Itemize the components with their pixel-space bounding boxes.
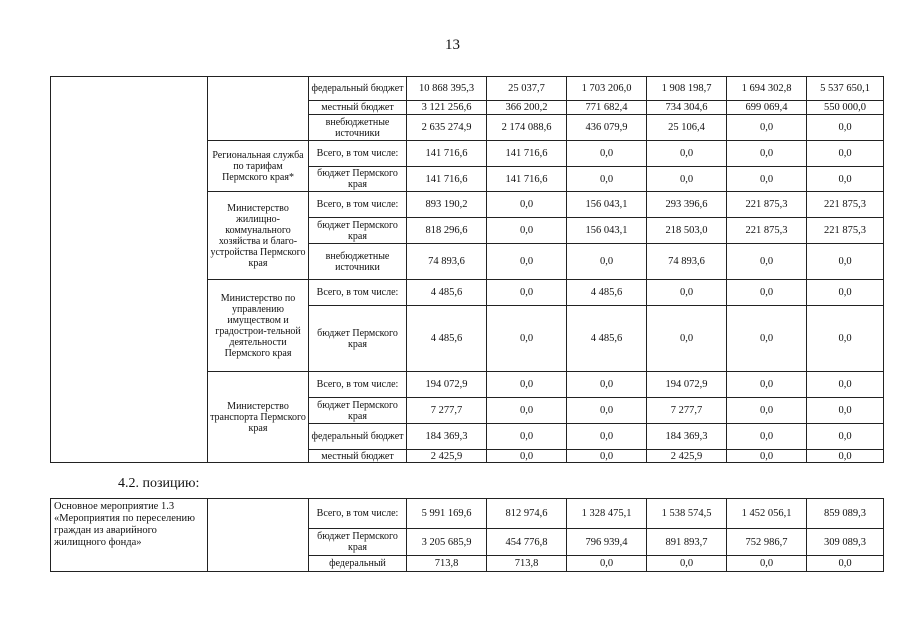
funding-source: бюджет Пермского края	[309, 218, 407, 244]
value-cell: 0,0	[567, 424, 647, 450]
value-cell: 0,0	[807, 115, 884, 141]
value-cell: 0,0	[487, 244, 567, 280]
value-cell: 7 277,7	[647, 398, 727, 424]
value-cell: 0,0	[727, 372, 807, 398]
value-cell: 141 716,6	[407, 167, 487, 192]
value-cell: 0,0	[567, 167, 647, 192]
value-cell: 218 503,0	[647, 218, 727, 244]
value-cell: 0,0	[487, 398, 567, 424]
value-cell: 221 875,3	[727, 218, 807, 244]
value-cell: 5 991 169,6	[407, 499, 487, 529]
value-cell: 0,0	[727, 244, 807, 280]
value-cell: 1 694 302,8	[727, 77, 807, 101]
value-cell: 141 716,6	[407, 141, 487, 167]
value-cell: 2 425,9	[647, 450, 727, 463]
value-cell: 293 396,6	[647, 192, 727, 218]
funding-source: бюджет Пермского края	[309, 398, 407, 424]
value-cell: 0,0	[807, 424, 884, 450]
value-cell: 734 304,6	[647, 101, 727, 115]
funding-source: внебюджетные источники	[309, 244, 407, 280]
value-cell: 4 485,6	[407, 280, 487, 306]
value-cell: 0,0	[807, 244, 884, 280]
value-cell: 74 893,6	[647, 244, 727, 280]
value-cell: 0,0	[727, 424, 807, 450]
funding-source: бюджет Пермского края	[309, 306, 407, 372]
value-cell: 0,0	[727, 306, 807, 372]
funding-source: бюджет Пермского края	[309, 529, 407, 556]
value-cell: 194 072,9	[407, 372, 487, 398]
value-cell: 796 939,4	[567, 529, 647, 556]
value-cell: 221 875,3	[807, 192, 884, 218]
value-cell: 0,0	[727, 450, 807, 463]
value-cell: 25 037,7	[487, 77, 567, 101]
value-cell: 184 369,3	[647, 424, 727, 450]
value-cell: 0,0	[647, 167, 727, 192]
org-name: Региональная служба по тарифам Пермского края*	[208, 141, 309, 192]
funding-source: внебюджетные источники	[309, 115, 407, 141]
value-cell: 0,0	[727, 141, 807, 167]
position-table	[50, 498, 884, 572]
value-cell: 0,0	[807, 280, 884, 306]
funding-source: федеральный бюджет	[309, 424, 407, 450]
funding-source: Всего, в том числе:	[309, 280, 407, 306]
value-cell: 0,0	[727, 280, 807, 306]
funding-source: Всего, в том числе:	[309, 141, 407, 167]
value-cell: 891 893,7	[647, 529, 727, 556]
value-cell: 141 716,6	[487, 141, 567, 167]
funding-source: Всего, в том числе:	[309, 499, 407, 529]
funding-source: местный бюджет	[309, 101, 407, 115]
value-cell: 0,0	[727, 167, 807, 192]
value-cell: 2 174 088,6	[487, 115, 567, 141]
funding-source: Всего, в том числе:	[309, 192, 407, 218]
funding-source: федеральный бюджет	[309, 77, 407, 101]
funding-source: Всего, в том числе:	[309, 372, 407, 398]
table-row	[51, 499, 884, 529]
value-cell: 0,0	[727, 556, 807, 572]
value-cell: 156 043,1	[567, 218, 647, 244]
value-cell: 7 277,7	[407, 398, 487, 424]
value-cell: 309 089,3	[807, 529, 884, 556]
value-cell: 1 538 574,5	[647, 499, 727, 529]
value-cell: 893 190,2	[407, 192, 487, 218]
value-cell: 10 868 395,3	[407, 77, 487, 101]
value-cell: 752 986,7	[727, 529, 807, 556]
program-cell	[51, 77, 208, 463]
value-cell: 812 974,6	[487, 499, 567, 529]
value-cell: 74 893,6	[407, 244, 487, 280]
value-cell: 818 296,6	[407, 218, 487, 244]
value-cell: 0,0	[647, 556, 727, 572]
value-cell: 699 069,4	[727, 101, 807, 115]
value-cell: 713,8	[407, 556, 487, 572]
value-cell: 0,0	[487, 424, 567, 450]
value-cell: 221 875,3	[807, 218, 884, 244]
value-cell: 1 703 206,0	[567, 77, 647, 101]
value-cell: 0,0	[727, 398, 807, 424]
value-cell: 0,0	[807, 398, 884, 424]
org-name: Министерство по управлению имуществом и градострои-тельной деятельности Пермского края	[208, 280, 309, 372]
table-row	[51, 77, 884, 101]
value-cell: 141 716,6	[487, 167, 567, 192]
value-cell: 4 485,6	[567, 280, 647, 306]
value-cell: 0,0	[567, 141, 647, 167]
value-cell: 0,0	[807, 306, 884, 372]
value-cell: 454 776,8	[487, 529, 567, 556]
value-cell: 221 875,3	[727, 192, 807, 218]
value-cell: 0,0	[567, 372, 647, 398]
org-name: Министерство транспорта Пермского края	[208, 372, 309, 463]
value-cell: 0,0	[807, 556, 884, 572]
value-cell: 194 072,9	[647, 372, 727, 398]
value-cell: 0,0	[487, 192, 567, 218]
value-cell: 0,0	[567, 244, 647, 280]
value-cell: 0,0	[567, 398, 647, 424]
value-cell: 2 425,9	[407, 450, 487, 463]
value-cell: 0,0	[647, 141, 727, 167]
value-cell: 0,0	[487, 280, 567, 306]
value-cell: 550 000,0	[807, 101, 884, 115]
value-cell: 0,0	[487, 372, 567, 398]
value-cell: 184 369,3	[407, 424, 487, 450]
section-heading: 4.2. позицию:	[118, 476, 200, 491]
budget-table	[50, 76, 884, 463]
value-cell: 0,0	[567, 450, 647, 463]
measure-description: Основное мероприятие 1.3 «Мероприятия по переселению граждан из аварийного жилищного фонда»	[51, 499, 208, 572]
value-cell: 1 908 198,7	[647, 77, 727, 101]
org-name: Министерство жилищно-коммунального хозяйства и благо-устройства Пермского края	[208, 192, 309, 280]
value-cell: 5 537 650,1	[807, 77, 884, 101]
page-number: 13	[445, 37, 460, 53]
value-cell: 4 485,6	[567, 306, 647, 372]
value-cell: 0,0	[647, 280, 727, 306]
value-cell: 1 328 475,1	[567, 499, 647, 529]
value-cell: 0,0	[807, 450, 884, 463]
value-cell: 0,0	[487, 218, 567, 244]
value-cell: 0,0	[487, 306, 567, 372]
value-cell: 713,8	[487, 556, 567, 572]
value-cell: 25 106,4	[647, 115, 727, 141]
value-cell: 0,0	[807, 141, 884, 167]
org-cell	[208, 499, 309, 572]
value-cell: 0,0	[807, 167, 884, 192]
funding-source: федеральный	[309, 556, 407, 572]
value-cell: 436 079,9	[567, 115, 647, 141]
value-cell: 0,0	[487, 450, 567, 463]
value-cell: 0,0	[727, 115, 807, 141]
value-cell: 3 205 685,9	[407, 529, 487, 556]
funding-source: местный бюджет	[309, 450, 407, 463]
org-cell	[208, 77, 309, 141]
value-cell: 3 121 256,6	[407, 101, 487, 115]
value-cell: 771 682,4	[567, 101, 647, 115]
funding-source: бюджет Пермского края	[309, 167, 407, 192]
value-cell: 2 635 274,9	[407, 115, 487, 141]
value-cell: 366 200,2	[487, 101, 567, 115]
value-cell: 859 089,3	[807, 499, 884, 529]
value-cell: 0,0	[807, 372, 884, 398]
value-cell: 1 452 056,1	[727, 499, 807, 529]
value-cell: 4 485,6	[407, 306, 487, 372]
value-cell: 156 043,1	[567, 192, 647, 218]
value-cell: 0,0	[567, 556, 647, 572]
value-cell: 0,0	[647, 306, 727, 372]
